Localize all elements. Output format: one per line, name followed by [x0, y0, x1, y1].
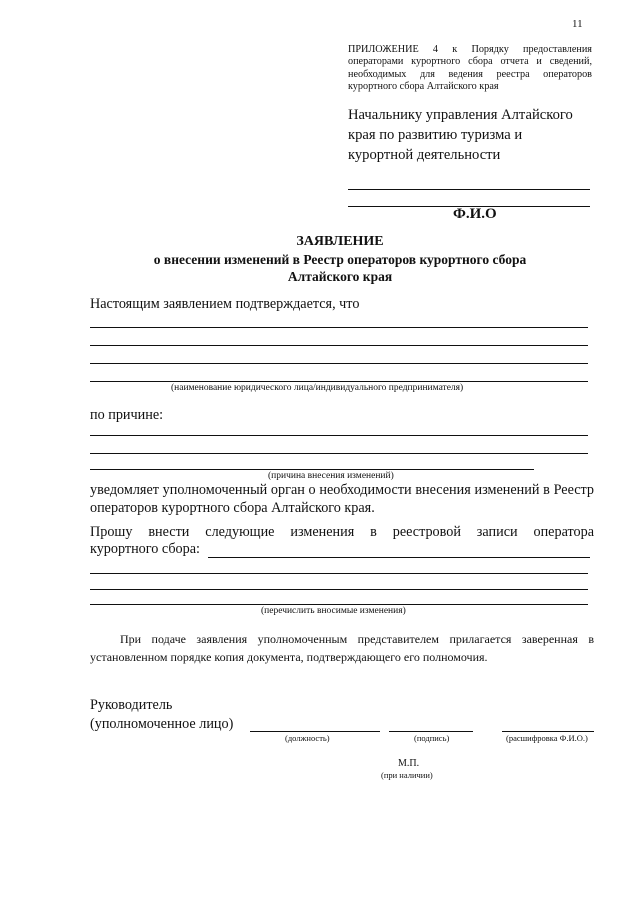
- signature-label-line-2: (уполномоченное лицо): [90, 716, 234, 732]
- fio-label: Ф.И.О: [453, 206, 497, 222]
- entity-line-3[interactable]: [90, 363, 588, 364]
- changes-caption: (перечислить вносимые изменения): [261, 606, 406, 616]
- reason-line-3[interactable]: [90, 469, 534, 470]
- decode-line[interactable]: [502, 731, 594, 732]
- signature-label-line-1: Руководитель: [90, 697, 173, 713]
- document-subtitle-line-1: о внесении изменений в Реестр операторов курортного сбора: [153, 252, 527, 267]
- request-line-1: Прошу внести следующие изменения в реестровой записи оператора: [90, 524, 594, 540]
- reason-line-2[interactable]: [90, 453, 588, 454]
- entity-line-1[interactable]: [90, 327, 588, 328]
- appendix-header: ПРИЛОЖЕНИЕ 4 к Порядку предоставления операторами курортного сбора отчета и сведений, необходимых для ведения реестра операторов курортного сбора Алтайского края: [348, 44, 592, 93]
- position-line[interactable]: [250, 731, 380, 732]
- entity-line-4[interactable]: [90, 381, 588, 382]
- changes-line-4[interactable]: [90, 604, 588, 605]
- notify-text: уведомляет уполномоченный орган о необходимости внесения изменений в Реестр операторов курортного сбора Алтайского края.: [90, 482, 594, 516]
- changes-line-2[interactable]: [90, 573, 588, 574]
- sign-caption: (подпись): [414, 733, 450, 743]
- entity-line-2[interactable]: [90, 345, 588, 346]
- changes-line-3[interactable]: [90, 589, 588, 590]
- reason-caption: (причина внесения изменений): [268, 471, 394, 481]
- reason-label: по причине:: [90, 407, 164, 423]
- decode-caption: (расшифровка Ф.И.О.): [506, 733, 588, 743]
- addressee-block: Начальнику управления Алтайского края по развитию туризма и курортной деятельности: [348, 107, 573, 163]
- page-number: 11: [572, 18, 583, 30]
- stamp-label: М.П.: [398, 758, 420, 769]
- document-title: ЗАЯВЛЕНИЕ: [296, 234, 384, 249]
- reason-line-1[interactable]: [90, 435, 588, 436]
- changes-line-1[interactable]: [208, 557, 590, 558]
- sign-line[interactable]: [389, 731, 473, 732]
- position-caption: (должность): [285, 733, 330, 743]
- fio-line-1[interactable]: [348, 189, 590, 190]
- entity-caption: (наименование юридического лица/индивидуального предпринимателя): [171, 383, 464, 393]
- request-line-2: курортного сбора:: [90, 541, 200, 557]
- confirm-text: Настоящим заявлением подтверждается, что: [90, 296, 360, 312]
- document-subtitle-line-2: Алтайского края: [287, 269, 393, 284]
- stamp-note: (при наличии): [381, 770, 433, 780]
- representative-note: При подаче заявления уполномоченным представителем прилагается заверенная в установленном порядке копия документа, подтверждающего его полномочия.: [90, 632, 594, 664]
